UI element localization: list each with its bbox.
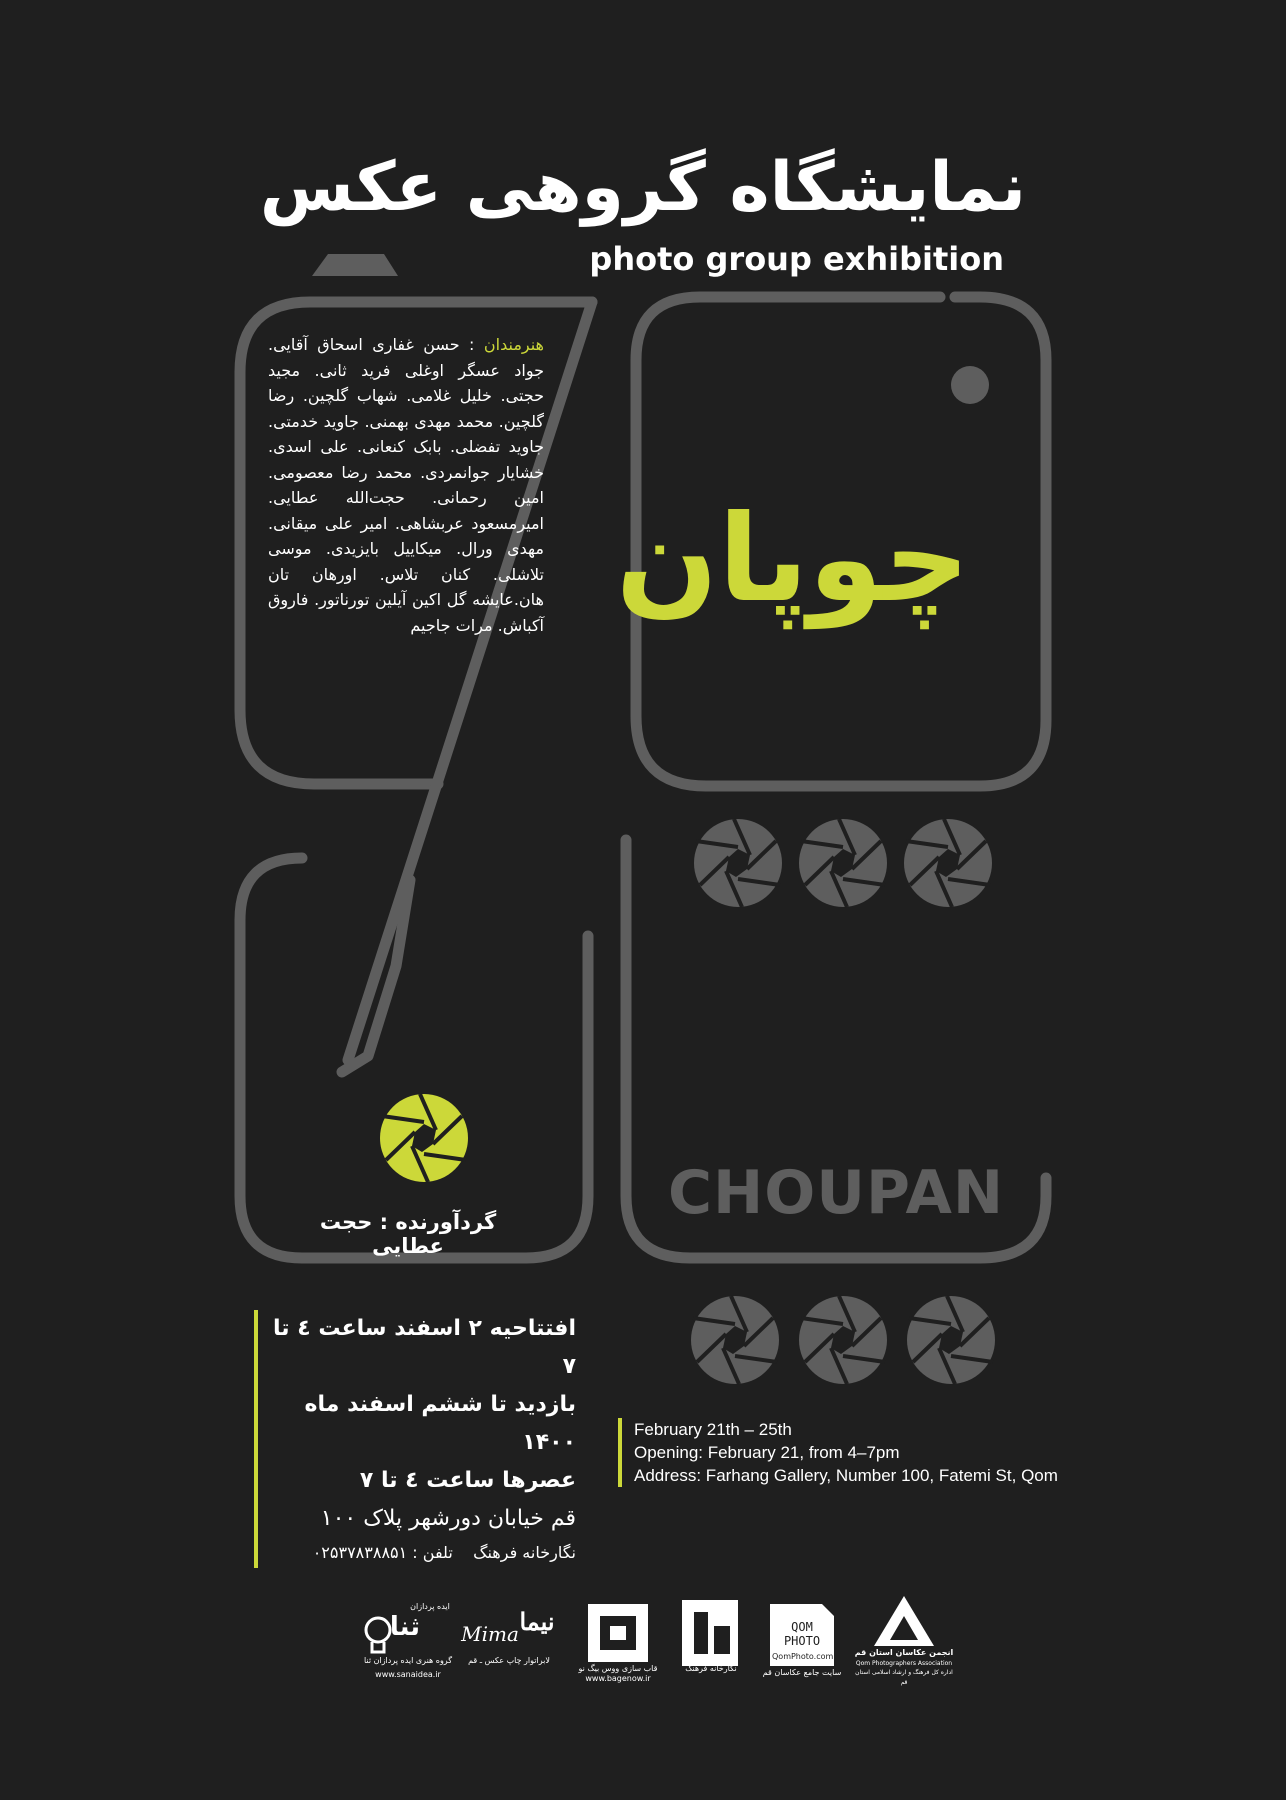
artists-label: هنرمندان [483, 335, 544, 354]
nima-logo-name: نیما [519, 1607, 555, 1636]
camera-body-left-outline [240, 858, 588, 1258]
curator-credit: گردآورنده : حجت عطایی [319, 1210, 497, 1258]
english-info-block [618, 1418, 1058, 1487]
brand-persian: چوپان [615, 490, 970, 629]
opening-en-line: Opening: February 21, from 4–7pm [634, 1443, 900, 1462]
association-english: Qom Photographers Association [855, 1660, 953, 1667]
association-sub-label: اداره کل فرهنگ و ارشاد اسلامی استان قم [855, 1669, 953, 1686]
gallery-name: نگارخانه فرهنگ [473, 1543, 576, 1562]
frame-sub-label: قاب سازی ووس بیگ نو [578, 1664, 658, 1673]
contact-line [272, 1538, 576, 1568]
aperture-icon [799, 1296, 887, 1384]
brand-english: CHOUPAN [668, 1158, 1005, 1228]
nima-sub-label: لابراتوار چاپ عکس ـ قم [468, 1656, 550, 1665]
sana-top-label: ایده پردازان [410, 1602, 450, 1611]
title-persian: نمایشگاه گروهی عکس [259, 148, 1027, 227]
artists-list [268, 332, 544, 638]
sana-logo-name: ثنا [389, 1612, 421, 1642]
artists-names: : حسن غفاری اسحاق آقایی. جواد عسگر اوغلی فرید ثانی. مجید حجتی. خلیل غلامی. شهاب گلچین. رضا گلچین. محمد مهدی بهمنی. جاوید خدمتی. جاوید تفضلی. بابک کنعانی. علی اسدی. خشایار جوانمردی. محمد رضا معصومی. امین رحمانی. حجت‌الله عطایی. امیرمسعود عربشاهی. امیر علی میقانی. مهدی ورال. میکاییل بایزیدی. موسی تلاشلی. کنان تلاس. اورهان تان هان.عایشه گل اکین آیلین تورناتور. فاروق آکباش. مرات جاجیم [268, 335, 544, 635]
address-line: قم خیابان دورشهر پلاک ۱۰۰ [320, 1506, 576, 1531]
qomphoto-line1: QOM [791, 1620, 813, 1634]
sana-url: www.sanaidea.ir [375, 1670, 441, 1679]
dates-line: February 21th – 25th [634, 1420, 792, 1439]
flash-dot [951, 366, 989, 404]
visit-until-line: بازدید تا ششم اسفند ماه ۱۴۰۰ [304, 1392, 576, 1455]
accent-aperture-icon [380, 1094, 468, 1182]
aperture-icon [799, 819, 887, 907]
nima-logo-latin: Mima [461, 1622, 519, 1646]
shutter-button [312, 254, 398, 276]
farhang-sub-label: نگارخانه فرهنگ [685, 1664, 737, 1673]
hours-line: عصرها ساعت ٤ تا ۷ [359, 1468, 576, 1493]
persian-info-block [254, 1310, 576, 1568]
opening-line: افتتاحیه ۲ اسفند ساعت ٤ تا ۷ [273, 1316, 576, 1379]
aperture-icon [691, 1296, 779, 1384]
aperture-icon [907, 1296, 995, 1384]
phone-number: تلفن : ۰۲۵۳۷۸۳۸۸۵۱ [312, 1543, 453, 1562]
aperture-icon [904, 819, 992, 907]
qomphoto-line2: PHOTO [783, 1634, 821, 1648]
address-en-line: Address: Farhang Gallery, Number 100, Fatemi St, Qom [634, 1466, 1058, 1485]
qomphoto-sub-label: سایت جامع عکاسان قم [762, 1668, 842, 1677]
frame-url: www.bagenow.ir [585, 1674, 651, 1683]
association-name: انجمن عکاسان استان قم [854, 1648, 954, 1657]
sana-sub-label: گروه هنری ایده پردازان ثنا [363, 1656, 453, 1665]
aperture-icon [694, 819, 782, 907]
qomphoto-url: QomPhoto.com [772, 1652, 834, 1661]
title-english: photo group exhibition [589, 240, 1004, 278]
